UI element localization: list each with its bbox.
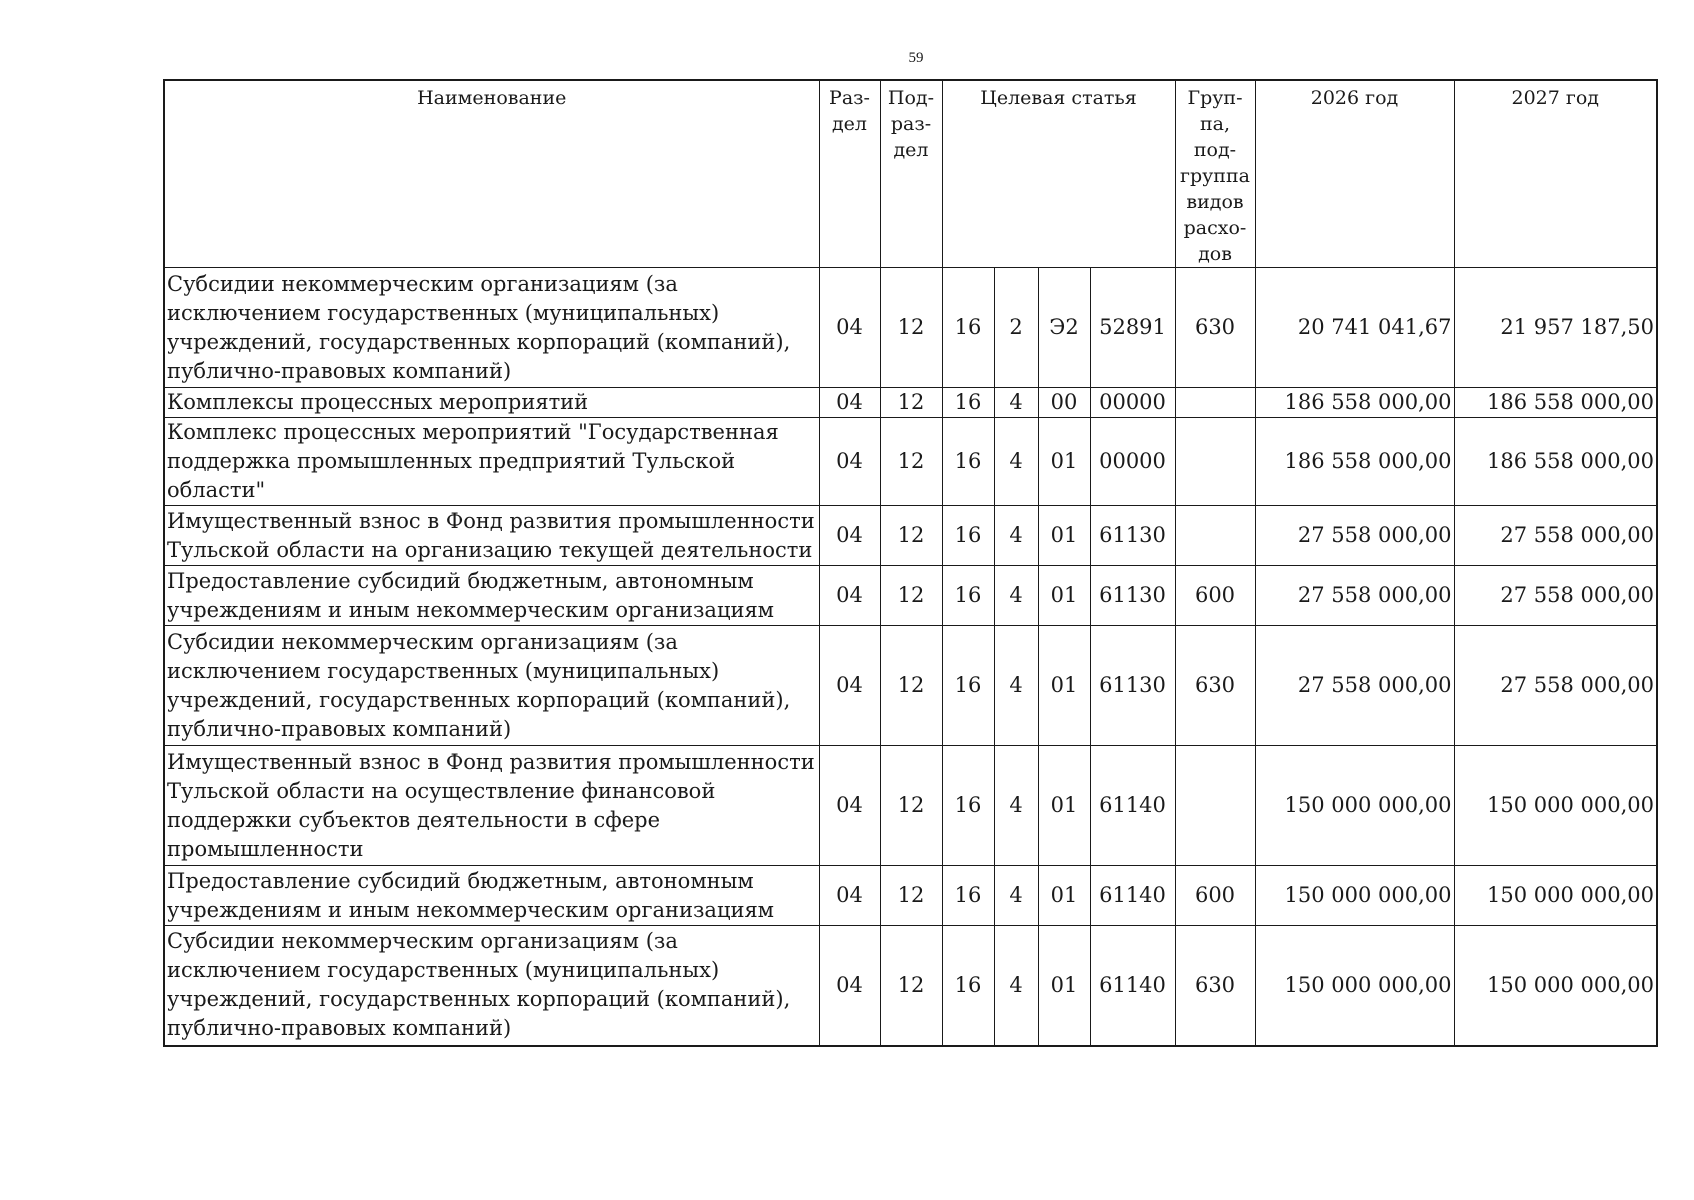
row-target-direction: 00000	[1090, 418, 1175, 506]
row-target-element: 01	[1038, 866, 1090, 926]
row-target-type: 4	[994, 418, 1038, 506]
row-section: 04	[819, 506, 880, 566]
header-row	[164, 80, 1657, 268]
row-group	[1175, 746, 1255, 866]
row-amount-2026: 150 000 000,00	[1255, 926, 1454, 1046]
table-row	[164, 746, 1657, 866]
row-name: Предоставление субсидий бюджетным, автономным учреждениям и иным некоммерческим организациям	[164, 566, 819, 626]
row-amount-2027: 27 558 000,00	[1454, 626, 1657, 746]
row-target-program: 16	[942, 746, 994, 866]
row-name: Субсидии некоммерческим организациям (за исключением государственных (муниципальных) учреждений, государственных корпораций (компаний), публично-правовых компаний)	[164, 926, 819, 1046]
row-target-type: 4	[994, 926, 1038, 1046]
row-subsection: 12	[880, 626, 942, 746]
row-section: 04	[819, 268, 880, 388]
row-target-direction: 61130	[1090, 566, 1175, 626]
row-amount-2027: 186 558 000,00	[1454, 418, 1657, 506]
row-amount-2027: 150 000 000,00	[1454, 746, 1657, 866]
row-subsection: 12	[880, 388, 942, 418]
row-target-direction: 61130	[1090, 626, 1175, 746]
row-target-program: 16	[942, 268, 994, 388]
row-subsection: 12	[880, 566, 942, 626]
row-section: 04	[819, 418, 880, 506]
row-target-program: 16	[942, 626, 994, 746]
row-amount-2026: 27 558 000,00	[1255, 506, 1454, 566]
row-amount-2026: 186 558 000,00	[1255, 388, 1454, 418]
row-target-direction: 61130	[1090, 506, 1175, 566]
table-row	[164, 566, 1657, 626]
row-amount-2027: 21 957 187,50	[1454, 268, 1657, 388]
row-group: 630	[1175, 268, 1255, 388]
row-target-type: 4	[994, 866, 1038, 926]
header-target: Целевая статья	[942, 80, 1175, 268]
table-row	[164, 926, 1657, 1046]
row-target-element: 01	[1038, 926, 1090, 1046]
table-body	[164, 268, 1657, 1046]
budget-table	[163, 79, 1658, 1047]
row-amount-2027: 27 558 000,00	[1454, 566, 1657, 626]
row-target-type: 4	[994, 746, 1038, 866]
row-subsection: 12	[880, 866, 942, 926]
table-row	[164, 268, 1657, 388]
row-target-program: 16	[942, 388, 994, 418]
table-row	[164, 866, 1657, 926]
row-target-type: 4	[994, 388, 1038, 418]
row-name: Субсидии некоммерческим организациям (за исключением государственных (муниципальных) учреждений, государственных корпораций (компаний), публично-правовых компаний)	[164, 268, 819, 388]
row-amount-2026: 150 000 000,00	[1255, 866, 1454, 926]
row-section: 04	[819, 566, 880, 626]
row-subsection: 12	[880, 418, 942, 506]
page-number: 59	[908, 50, 924, 66]
row-amount-2027: 150 000 000,00	[1454, 926, 1657, 1046]
row-target-element: 00	[1038, 388, 1090, 418]
row-subsection: 12	[880, 746, 942, 866]
header-subsection: Под- раз- дел	[880, 80, 942, 268]
row-target-element: 01	[1038, 506, 1090, 566]
row-amount-2026: 150 000 000,00	[1255, 746, 1454, 866]
table-row	[164, 418, 1657, 506]
row-group	[1175, 418, 1255, 506]
row-amount-2027: 186 558 000,00	[1454, 388, 1657, 418]
row-target-program: 16	[942, 866, 994, 926]
row-target-element: Э2	[1038, 268, 1090, 388]
row-subsection: 12	[880, 926, 942, 1046]
row-name: Комплексы процессных мероприятий	[164, 388, 819, 418]
row-target-type: 4	[994, 626, 1038, 746]
row-target-element: 01	[1038, 746, 1090, 866]
header-name: Наименование	[164, 80, 819, 268]
row-group: 630	[1175, 626, 1255, 746]
row-target-direction: 61140	[1090, 866, 1175, 926]
row-group: 600	[1175, 866, 1255, 926]
row-amount-2026: 27 558 000,00	[1255, 566, 1454, 626]
table-row	[164, 388, 1657, 418]
table-row	[164, 506, 1657, 566]
row-target-direction: 61140	[1090, 746, 1175, 866]
header-group: Груп- па, под- группа видов расхо- дов	[1175, 80, 1255, 268]
row-section: 04	[819, 866, 880, 926]
row-name: Комплекс процессных мероприятий "Государственная поддержка промышленных предприятий Тульской области"	[164, 418, 819, 506]
row-subsection: 12	[880, 268, 942, 388]
row-section: 04	[819, 746, 880, 866]
row-target-program: 16	[942, 506, 994, 566]
row-name: Имущественный взнос в Фонд развития промышленности Тульской области на осуществление финансовой поддержки субъектов деятельности в сфере промышленности	[164, 746, 819, 866]
row-name: Субсидии некоммерческим организациям (за исключением государственных (муниципальных) учреждений, государственных корпораций (компаний), публично-правовых компаний)	[164, 626, 819, 746]
row-target-element: 01	[1038, 418, 1090, 506]
header-2027: 2027 год	[1454, 80, 1657, 268]
row-target-element: 01	[1038, 566, 1090, 626]
row-target-direction: 00000	[1090, 388, 1175, 418]
row-section: 04	[819, 626, 880, 746]
row-subsection: 12	[880, 506, 942, 566]
row-amount-2027: 27 558 000,00	[1454, 506, 1657, 566]
row-target-element: 01	[1038, 626, 1090, 746]
row-target-program: 16	[942, 418, 994, 506]
row-group	[1175, 388, 1255, 418]
row-target-program: 16	[942, 926, 994, 1046]
row-target-direction: 52891	[1090, 268, 1175, 388]
row-amount-2027: 150 000 000,00	[1454, 866, 1657, 926]
header-section: Раз- дел	[819, 80, 880, 268]
row-section: 04	[819, 388, 880, 418]
row-name: Предоставление субсидий бюджетным, автономным учреждениям и иным некоммерческим организациям	[164, 866, 819, 926]
row-group: 600	[1175, 566, 1255, 626]
row-target-type: 4	[994, 506, 1038, 566]
header-2026: 2026 год	[1255, 80, 1454, 268]
row-group: 630	[1175, 926, 1255, 1046]
row-name: Имущественный взнос в Фонд развития промышленности Тульской области на организацию текущей деятельности	[164, 506, 819, 566]
row-amount-2026: 20 741 041,67	[1255, 268, 1454, 388]
row-target-direction: 61140	[1090, 926, 1175, 1046]
row-target-type: 2	[994, 268, 1038, 388]
row-amount-2026: 27 558 000,00	[1255, 626, 1454, 746]
row-section: 04	[819, 926, 880, 1046]
table-row	[164, 626, 1657, 746]
row-group	[1175, 506, 1255, 566]
row-target-program: 16	[942, 566, 994, 626]
row-target-type: 4	[994, 566, 1038, 626]
row-amount-2026: 186 558 000,00	[1255, 418, 1454, 506]
